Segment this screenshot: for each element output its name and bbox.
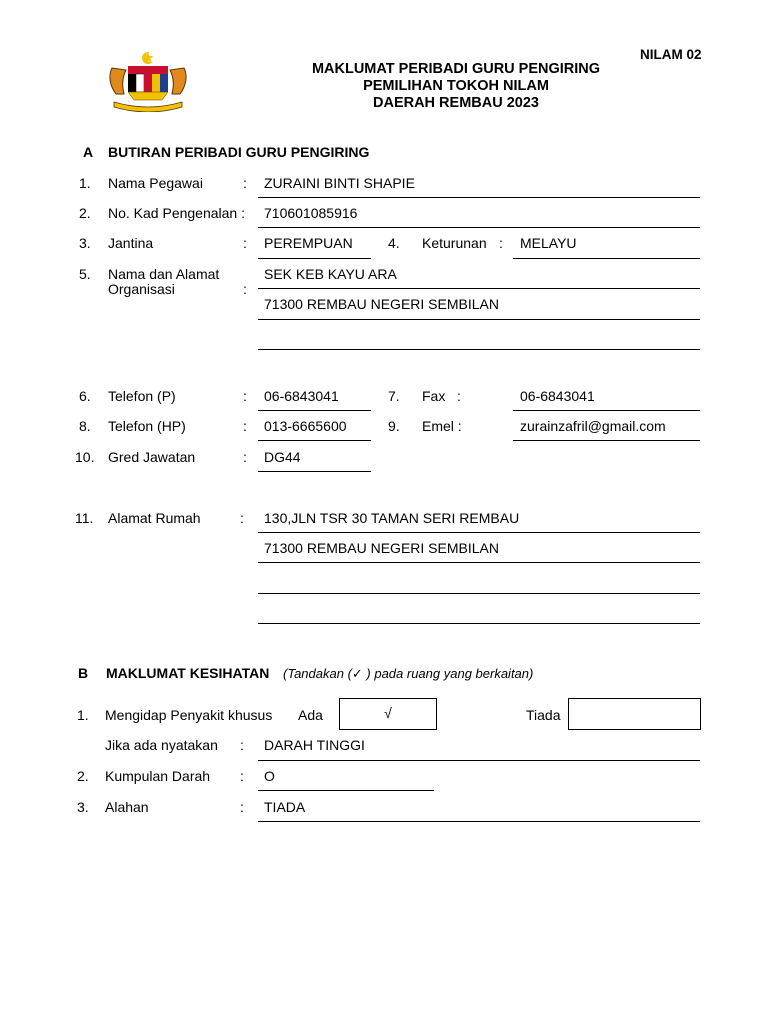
telefon-p-label: Telefon (P) xyxy=(108,388,176,404)
fax-label: Fax xyxy=(422,388,446,404)
row-2-number: 2. xyxy=(79,205,91,221)
row-6-number: 6. xyxy=(79,388,91,404)
row-4-number: 4. xyxy=(388,235,400,251)
b-row-1-number: 1. xyxy=(77,707,89,723)
telefon-hp-value[interactable]: 013-6665600 xyxy=(264,418,347,434)
organisasi-label-line-1: Nama dan Alamat xyxy=(108,266,220,282)
row-4-colon: : xyxy=(499,235,503,251)
row-9-number: 9. xyxy=(388,418,400,434)
fax-line xyxy=(513,410,700,411)
jantina-label: Jantina xyxy=(108,235,154,251)
gred-jawatan-label: Gred Jawatan xyxy=(108,449,196,465)
emel-label: Emel : xyxy=(422,418,462,434)
row-3-number: 3. xyxy=(79,235,91,251)
alamat-rumah-label: Alamat Rumah xyxy=(108,510,201,526)
ada-check-mark: √ xyxy=(384,705,392,721)
row-10-colon: : xyxy=(243,449,247,465)
emel-line xyxy=(513,440,700,441)
kad-pengenalan-line xyxy=(258,227,700,228)
b-row-3-number: 3. xyxy=(77,799,89,815)
jika-ada-label: Jika ada nyatakan xyxy=(105,737,218,753)
penyakit-khusus-label: Mengidap Penyakit khusus xyxy=(105,707,273,723)
kumpulan-darah-value[interactable]: O xyxy=(264,768,275,784)
right-tiger-shape xyxy=(170,68,186,94)
form-code: NILAM 02 xyxy=(640,47,702,62)
jika-ada-colon: : xyxy=(240,737,244,753)
gred-jawatan-line xyxy=(258,471,371,472)
jantina-value[interactable]: PEREMPUAN xyxy=(264,235,353,251)
alamat-rumah-line-3 xyxy=(258,593,700,594)
left-tiger-shape xyxy=(110,68,126,94)
kumpulan-darah-line xyxy=(258,790,434,791)
telefon-hp-line xyxy=(258,440,371,441)
row-1-colon: : xyxy=(243,175,247,191)
row-5-colon: : xyxy=(243,281,247,297)
organisasi-line-1 xyxy=(258,288,700,289)
keturunan-value[interactable]: MELAYU xyxy=(520,235,577,251)
nama-pegawai-value[interactable]: ZURAINI BINTI SHAPIE xyxy=(264,175,415,191)
organisasi-line-2 xyxy=(258,319,700,320)
alahan-line xyxy=(258,821,700,822)
fax-value[interactable]: 06-6843041 xyxy=(520,388,595,404)
alamat-rumah-value-line-1[interactable]: 130,JLN TSR 30 TAMAN SERI REMBAU xyxy=(264,510,520,526)
motto-ribbon-shape xyxy=(114,102,182,112)
ada-checkbox[interactable] xyxy=(339,698,437,730)
row-1-number: 1. xyxy=(79,175,91,191)
keturunan-label: Keturunan xyxy=(422,235,487,251)
alahan-colon: : xyxy=(240,799,244,815)
row-11-number: 11. xyxy=(75,510,94,526)
b-row-2-number: 2. xyxy=(77,768,89,784)
section-a-letter: A xyxy=(83,144,94,160)
row-11-colon: : xyxy=(240,510,244,526)
alamat-rumah-line-1 xyxy=(258,532,700,533)
kumpulan-darah-colon: : xyxy=(240,768,244,784)
telefon-hp-label: Telefon (HP) xyxy=(108,418,186,434)
alahan-value[interactable]: TIADA xyxy=(264,799,306,815)
title-line-1: MAKLUMAT PERIBADI GURU PENGIRING xyxy=(311,61,601,77)
section-b-heading: MAKLUMAT KESIHATAN xyxy=(106,665,270,681)
ada-label: Ada xyxy=(298,707,323,723)
organisasi-value-line-1[interactable]: SEK KEB KAYU ARA xyxy=(264,266,397,282)
tiada-checkbox[interactable] xyxy=(568,698,701,730)
jika-ada-value[interactable]: DARAH TINGGI xyxy=(264,737,365,753)
tiada-label: Tiada xyxy=(526,707,561,723)
section-b-letter: B xyxy=(78,665,89,681)
telefon-p-value[interactable]: 06-6843041 xyxy=(264,388,339,404)
gred-jawatan-value[interactable]: DG44 xyxy=(264,449,301,465)
organisasi-label-line-2: Organisasi xyxy=(108,281,175,297)
kumpulan-darah-label: Kumpulan Darah xyxy=(105,768,211,784)
title-line-2: PEMILIHAN TOKOH NILAM xyxy=(363,78,549,94)
organisasi-value-line-2[interactable]: 71300 REMBAU NEGERI SEMBILAN xyxy=(264,296,499,312)
alamat-rumah-value-line-2[interactable]: 71300 REMBAU NEGERI SEMBILAN xyxy=(264,540,499,556)
organisasi-line-3 xyxy=(258,349,700,350)
jantina-line xyxy=(258,258,371,259)
nama-pegawai-line xyxy=(258,197,700,198)
row-6-colon: : xyxy=(243,388,247,404)
kad-pengenalan-label: No. Kad Pengenalan : xyxy=(108,205,245,221)
section-b-instruction: (Tandakan (✓ ) pada ruang yang berkaitan) xyxy=(283,666,534,681)
alahan-label: Alahan xyxy=(105,799,149,815)
section-a-heading: BUTIRAN PERIBADI GURU PENGIRING xyxy=(108,144,370,160)
row-5-number: 5. xyxy=(79,266,91,282)
telefon-p-line xyxy=(258,410,371,411)
jika-ada-line xyxy=(258,760,700,761)
row-10-number: 10. xyxy=(75,449,95,465)
row-8-number: 8. xyxy=(79,418,91,434)
row-7-number: 7. xyxy=(388,388,400,404)
keturunan-line xyxy=(513,258,700,259)
alamat-rumah-line-4 xyxy=(258,623,700,624)
coat-of-arms-logo xyxy=(106,50,190,112)
emel-value[interactable]: zurainzafril@gmail.com xyxy=(520,418,666,434)
nama-pegawai-label: Nama Pegawai xyxy=(108,175,203,191)
title-line-3: DAERAH REMBAU 2023 xyxy=(373,95,539,111)
row-8-colon: : xyxy=(243,418,247,434)
alamat-rumah-line-2 xyxy=(258,562,700,563)
row-3-colon: : xyxy=(243,235,247,251)
row-7-colon: : xyxy=(457,388,461,404)
kad-pengenalan-value[interactable]: 710601085916 xyxy=(264,205,358,221)
